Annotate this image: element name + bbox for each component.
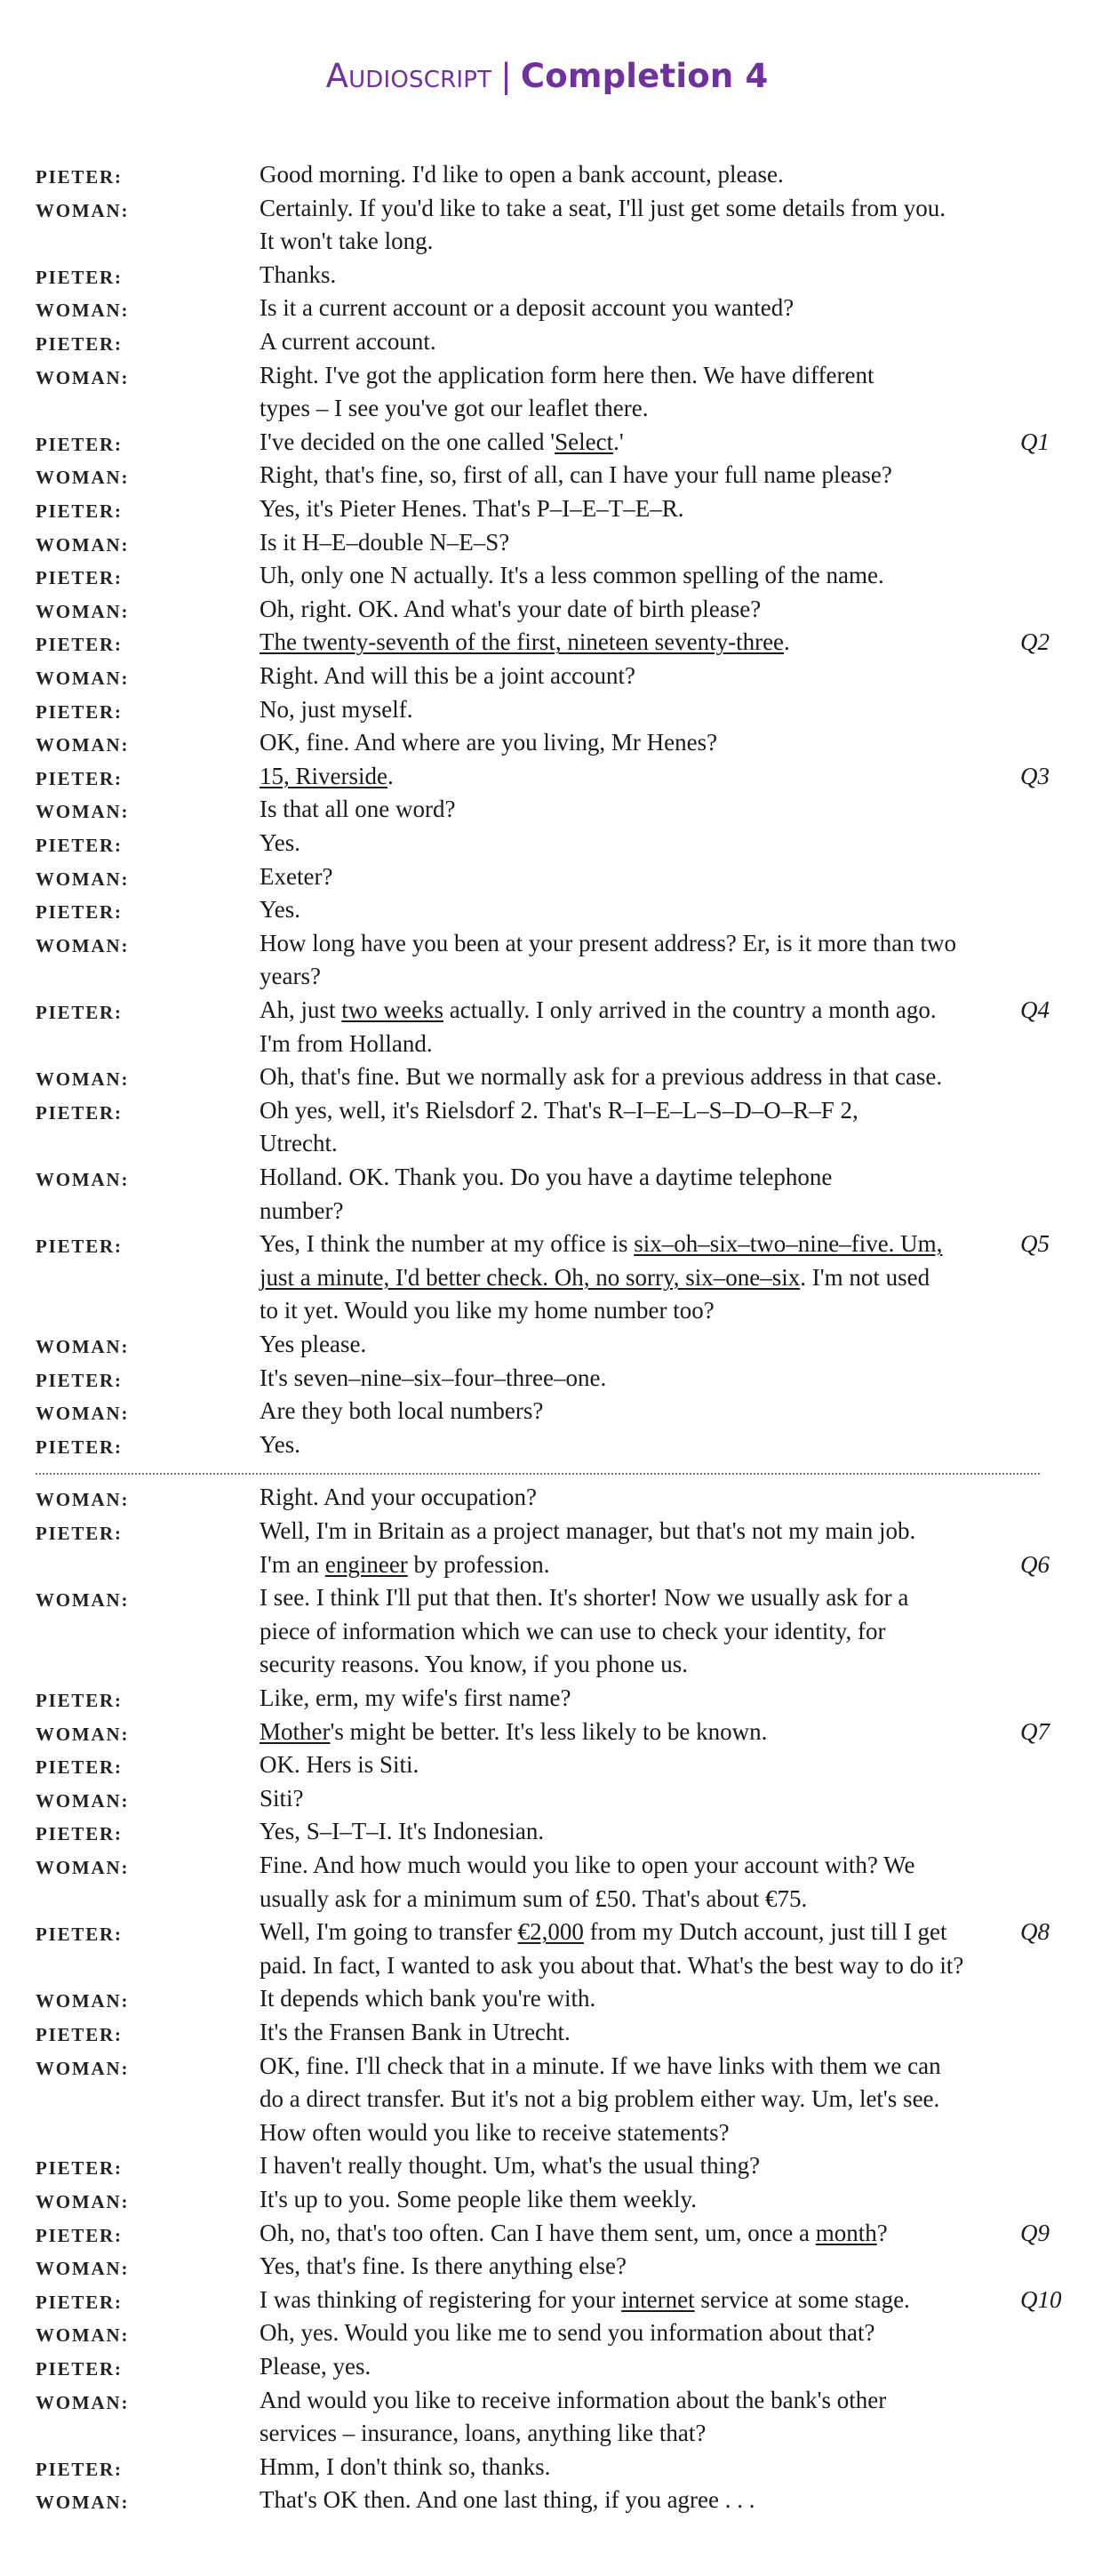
- line-text: Right, that's fine, so, first of all, can I have your full name please?: [260, 461, 892, 489]
- speaker-label: PIETER:: [36, 500, 123, 522]
- line-text: Oh, yes. Would you like me to send you information about that?: [260, 2319, 875, 2347]
- speaker-label: WOMAN:: [36, 2191, 130, 2212]
- line-text: .': [613, 428, 624, 455]
- line-text: It won't take long.: [260, 228, 434, 255]
- line-text: It's up to you. Some people like them weekly.: [260, 2186, 698, 2212]
- dialogue-line: [260, 192, 946, 226]
- section-divider: [36, 1473, 1040, 1475]
- answer-text: The twenty-seventh of the first, nineteen seventy-three: [260, 628, 785, 656]
- answer-text: internet: [621, 2285, 695, 2313]
- dialogue-line: [260, 927, 956, 961]
- answer-text: six–oh–six–two–nine–five. Um,: [634, 1230, 943, 1258]
- speaker-label: WOMAN:: [36, 1589, 130, 1612]
- line-text: usually ask for a minimum sum of £50. That's about €75.: [260, 1884, 808, 1912]
- answer-text: engineer: [324, 1550, 408, 1578]
- dialogue-line: [260, 1428, 300, 1462]
- line-text: Are they both local numbers?: [260, 1397, 544, 1425]
- line-text: Please, yes.: [260, 2353, 371, 2380]
- dialogue-line: [260, 1060, 942, 1094]
- line-text: actually. I only arrived in the country a month ago.: [443, 996, 937, 1023]
- dialogue-line: [260, 359, 874, 393]
- question-number: Q9: [1020, 2219, 1050, 2246]
- dialogue-line: [260, 2050, 941, 2084]
- speaker-label: PIETER:: [36, 433, 123, 455]
- dialogue-line: [260, 1328, 366, 1362]
- question-number: Q4: [1020, 996, 1050, 1023]
- speaker-label: PIETER:: [36, 2024, 123, 2045]
- speaker-label: WOMAN:: [36, 934, 130, 956]
- line-text: 's might be better. It's less likely to be known.: [330, 1717, 768, 1745]
- header-title: Completion 4: [520, 57, 769, 95]
- dialogue-line: [260, 960, 321, 994]
- speaker-label: WOMAN:: [36, 1336, 130, 1357]
- dialogue-line: [260, 492, 683, 526]
- dialogue-line: [260, 2149, 760, 2183]
- dialogue-line: [260, 1261, 930, 1295]
- dialogue-line: [260, 1127, 338, 1161]
- line-text: . I'm not used: [800, 1263, 930, 1291]
- line-text: Yes, it's Pieter Henes. That's P–I–E–T–E–R.: [260, 495, 684, 522]
- dialogue-line: [260, 259, 336, 292]
- speaker-label: WOMAN:: [36, 868, 130, 890]
- line-text: I've decided on the one called ': [260, 428, 555, 455]
- line-text: years?: [260, 963, 321, 990]
- line-text: Oh, no, that's too often. Can I have them sent, um, once a: [260, 2219, 816, 2246]
- line-text: Yes please.: [260, 1331, 367, 1357]
- dialogue-line: [260, 392, 648, 426]
- line-text: ?: [876, 2219, 888, 2246]
- speaker-label: WOMAN:: [36, 2391, 130, 2413]
- line-text: Well, I'm in Britain as a project manager, but that's not my main job.: [260, 1517, 916, 1544]
- speaker-label: PIETER:: [36, 634, 123, 656]
- speaker-label: PIETER:: [36, 2157, 123, 2180]
- line-text: OK, fine. And where are you living, Mr Henes?: [260, 729, 718, 756]
- line-text: .: [784, 628, 790, 656]
- line-text: services – insurance, loans, anything like that?: [260, 2420, 707, 2447]
- line-text: Right. And your occupation?: [260, 1484, 537, 1511]
- speaker-label: PIETER:: [36, 1236, 123, 1258]
- dialogue-line: [260, 2250, 627, 2284]
- line-text: Is that all one word?: [260, 796, 456, 823]
- line-text: Like, erm, my wife's first name?: [260, 1684, 571, 1711]
- speaker-label: WOMAN:: [36, 1857, 130, 1878]
- speaker-label: PIETER:: [36, 333, 123, 355]
- dialogue-line: [260, 827, 300, 860]
- dialogue-line: [260, 2016, 571, 2050]
- dialogue-line: [260, 860, 332, 894]
- answer-text: 15, Riverside: [260, 762, 387, 789]
- line-text: Oh yes, well, it's Rielsdorf 2. That's R–I–E–L–S–D–O–R–F 2,: [260, 1096, 858, 1124]
- line-text: service at some stage.: [694, 2285, 910, 2313]
- speaker-label: WOMAN:: [36, 533, 130, 556]
- question-number: Q10: [1020, 2285, 1062, 2313]
- line-text: OK. Hers is Siti.: [260, 1751, 419, 1779]
- answer-text: just a minute, I'd better check. Oh, no sorry, six–one–six: [260, 1263, 801, 1291]
- dialogue-line: [260, 626, 790, 660]
- line-text: types – I see you've got our leaflet there.: [260, 395, 649, 422]
- dialogue-line: [260, 459, 892, 492]
- speaker-label: WOMAN:: [36, 1489, 130, 1511]
- speaker-label: PIETER:: [36, 1436, 123, 1458]
- dialogue-line: [260, 2284, 910, 2317]
- line-text: That's OK then. And one last thing, if you agree . . .: [260, 2486, 755, 2514]
- dialogue-line: [260, 225, 433, 259]
- dialogue-line: [260, 1916, 947, 1949]
- line-text: No, just myself.: [260, 695, 413, 723]
- speaker-label: WOMAN:: [36, 199, 130, 221]
- line-text: piece of information which we can use to check your identity, for: [260, 1617, 886, 1644]
- line-text: Is it H–E–double N–E–S?: [260, 528, 510, 556]
- dialogue-line: [260, 994, 937, 1028]
- speaker-label: PIETER:: [36, 1924, 123, 1946]
- header-separator: |: [500, 57, 512, 95]
- question-number: Q7: [1020, 1717, 1050, 1745]
- dialogue-line: [260, 1716, 767, 1749]
- page-header: [0, 57, 1094, 95]
- dialogue-line: [260, 2417, 706, 2451]
- line-text: I haven't really thought. Um, what's the usual thing?: [260, 2152, 761, 2180]
- line-text: I see. I think I'll put that then. It's shorter! Now we usually ask for a: [260, 1584, 909, 1612]
- speaker-label: PIETER:: [36, 767, 123, 789]
- speaker-label: WOMAN:: [36, 467, 130, 489]
- speaker-label: WOMAN:: [36, 300, 130, 322]
- dialogue-line: [260, 2350, 371, 2384]
- dialogue-line: [260, 292, 794, 325]
- dialogue-line: [260, 1395, 543, 1428]
- line-text: Right. And will this be a joint account?: [260, 662, 635, 689]
- speaker-label: PIETER:: [36, 567, 123, 589]
- speaker-label: PIETER:: [36, 1369, 123, 1391]
- dialogue-line: [260, 2451, 550, 2484]
- line-text: number?: [260, 1196, 344, 1224]
- dialogue-line: [260, 1682, 571, 1716]
- dialogue-line: [260, 1195, 343, 1228]
- question-number: Q5: [1020, 1230, 1050, 1258]
- line-text: Yes, I think the number at my office is: [260, 1230, 635, 1258]
- dialogue-line: [260, 693, 413, 727]
- speaker-label: PIETER:: [36, 1523, 123, 1544]
- dialogue-line: [260, 158, 784, 192]
- dialogue-line: [260, 2316, 874, 2350]
- speaker-label: PIETER:: [36, 1756, 123, 1779]
- line-text: Ah, just: [260, 996, 342, 1023]
- answer-text: Mother: [260, 1717, 331, 1745]
- dialogue-line: [260, 2116, 730, 2150]
- dialogue-line: [260, 1228, 942, 1261]
- header-label: Audioscript: [325, 57, 492, 95]
- dialogue-line: [260, 1949, 963, 1983]
- speaker-label: PIETER:: [36, 2458, 123, 2480]
- speaker-label: PIETER:: [36, 700, 123, 723]
- speaker-label: WOMAN:: [36, 1169, 130, 1190]
- dialogue-line: [260, 1815, 544, 1849]
- line-text: Hmm, I don't think so, thanks.: [260, 2452, 551, 2480]
- line-text: Uh, only one N actually. It's a less common spelling of the name.: [260, 562, 884, 589]
- line-text: Utrecht.: [260, 1130, 338, 1157]
- dialogue-line: [260, 1161, 832, 1195]
- dialogue-line: [260, 1782, 304, 1816]
- dialogue-line: [260, 1294, 715, 1328]
- line-text: Yes, S–I–T–I. It's Indonesian.: [260, 1818, 545, 1845]
- speaker-label: PIETER:: [36, 1823, 123, 1845]
- dialogue-line: [260, 593, 761, 627]
- speaker-label: WOMAN:: [36, 600, 130, 622]
- line-text: Holland. OK. Thank you. Do you have a daytime telephone: [260, 1164, 833, 1190]
- answer-text: €2,000: [517, 1918, 584, 1946]
- dialogue-line: [260, 1883, 807, 1916]
- line-text: I'm from Holland.: [260, 1029, 433, 1057]
- dialogue-line: [260, 1362, 606, 1396]
- dialogue-line: [260, 1849, 914, 1883]
- line-text: OK, fine. I'll check that in a minute. If we have links with them we can: [260, 2052, 941, 2079]
- dialogue-line: [260, 2384, 886, 2418]
- dialogue-line: [260, 2183, 697, 2217]
- speaker-label: WOMAN:: [36, 734, 130, 756]
- line-text: Siti?: [260, 1784, 304, 1812]
- line-text: Is it a current account or a deposit account you wanted?: [260, 294, 795, 322]
- speaker-label: WOMAN:: [36, 366, 130, 388]
- line-text: Yes.: [260, 829, 301, 856]
- answer-text: month: [815, 2219, 877, 2246]
- dialogue-line: [260, 1648, 688, 1682]
- answer-text: Select: [555, 428, 614, 455]
- line-text: do a direct transfer. But it's not a big problem either way. Um, let's see.: [260, 2085, 940, 2113]
- speaker-label: WOMAN:: [36, 2057, 130, 2079]
- dialogue-line: [260, 1548, 550, 1582]
- dialogue-line: [260, 1982, 595, 2016]
- dialogue-line: [260, 559, 884, 593]
- speaker-label: WOMAN:: [36, 2492, 130, 2514]
- question-number: Q2: [1020, 628, 1050, 656]
- line-text: It's seven–nine–six–four–three–one.: [260, 1364, 607, 1391]
- line-text: to it yet. Would you like my home number too?: [260, 1297, 715, 1324]
- dialogue-line: [260, 1028, 433, 1061]
- speaker-label: WOMAN:: [36, 1723, 130, 1745]
- line-text: How often would you like to receive statements?: [260, 2118, 730, 2146]
- line-text: Thanks.: [260, 260, 337, 288]
- dialogue-line: [260, 893, 300, 927]
- dialogue-line: [260, 2484, 755, 2517]
- dialogue-line: [260, 426, 624, 460]
- line-text: It depends which bank you're with.: [260, 1985, 596, 2012]
- line-text: from my Dutch account, just till I get: [583, 1918, 947, 1946]
- speaker-label: WOMAN:: [36, 1403, 130, 1425]
- line-text: And would you like to receive information about the bank's other: [260, 2386, 887, 2413]
- line-text: paid. In fact, I wanted to ask you about that. What's the best way to do it?: [260, 1951, 964, 1979]
- question-number: Q3: [1020, 762, 1050, 789]
- speaker-label: PIETER:: [36, 166, 123, 188]
- dialogue-line: [260, 325, 436, 359]
- line-text: Exeter?: [260, 862, 333, 890]
- speaker-label: PIETER:: [36, 1101, 123, 1124]
- speaker-label: PIETER:: [36, 1690, 123, 1711]
- speaker-label: PIETER:: [36, 2358, 123, 2380]
- dialogue-line: [260, 660, 635, 693]
- line-text: .: [387, 762, 394, 789]
- line-text: Certainly. If you'd like to take a seat, I'll just get some details from you.: [260, 194, 946, 221]
- question-number: Q8: [1020, 1918, 1050, 1946]
- line-text: security reasons. You know, if you phone us.: [260, 1651, 688, 1678]
- line-text: Right. I've got the application form here then. We have different: [260, 361, 874, 388]
- speaker-label: WOMAN:: [36, 1990, 130, 2012]
- dialogue-line: [260, 526, 509, 560]
- dialogue-line: [260, 1581, 908, 1615]
- line-text: A current account.: [260, 328, 436, 355]
- dialogue-line: [260, 1481, 537, 1515]
- line-text: Yes.: [260, 896, 301, 924]
- question-number: Q1: [1020, 428, 1050, 455]
- line-text: by profession.: [407, 1550, 550, 1578]
- dialogue-line: [260, 1515, 915, 1548]
- speaker-label: WOMAN:: [36, 1068, 130, 1091]
- speaker-label: PIETER:: [36, 2224, 123, 2246]
- speaker-label: WOMAN:: [36, 2324, 130, 2347]
- line-text: I was thinking of registering for your: [260, 2285, 622, 2313]
- line-text: Oh, that's fine. But we normally ask for a previous address in that case.: [260, 1063, 943, 1091]
- speaker-label: PIETER:: [36, 835, 123, 856]
- speaker-label: PIETER:: [36, 901, 123, 924]
- line-text: Fine. And how much would you like to open your account with? We: [260, 1852, 915, 1878]
- dialogue-line: [260, 1748, 419, 1782]
- line-text: I'm an: [260, 1550, 325, 1578]
- line-text: How long have you been at your present address? Er, is it more than two: [260, 929, 956, 956]
- question-number: Q6: [1020, 1550, 1050, 1578]
- line-text: Yes, that's fine. Is there anything else?: [260, 2252, 627, 2280]
- speaker-label: WOMAN:: [36, 2258, 130, 2280]
- line-text: Oh, right. OK. And what's your date of birth please?: [260, 595, 762, 622]
- speaker-label: WOMAN:: [36, 801, 130, 823]
- line-text: Good morning. I'd like to open a bank account, please.: [260, 161, 784, 188]
- line-text: It's the Fransen Bank in Utrecht.: [260, 2019, 571, 2045]
- speaker-label: WOMAN:: [36, 668, 130, 689]
- answer-text: two weeks: [341, 996, 443, 1023]
- dialogue-line: [260, 1615, 886, 1649]
- dialogue-line: [260, 793, 455, 827]
- speaker-label: PIETER:: [36, 266, 123, 288]
- speaker-label: WOMAN:: [36, 1789, 130, 1812]
- dialogue-line: [260, 2217, 888, 2251]
- line-text: Yes.: [260, 1430, 301, 1458]
- line-text: Well, I'm going to transfer: [260, 1918, 518, 1946]
- speaker-label: PIETER:: [36, 1002, 123, 1023]
- dialogue-line: [260, 2083, 939, 2116]
- speaker-label: PIETER:: [36, 2291, 123, 2313]
- dialogue-line: [260, 726, 717, 760]
- dialogue-line: [260, 760, 394, 794]
- dialogue-line: [260, 1094, 858, 1128]
